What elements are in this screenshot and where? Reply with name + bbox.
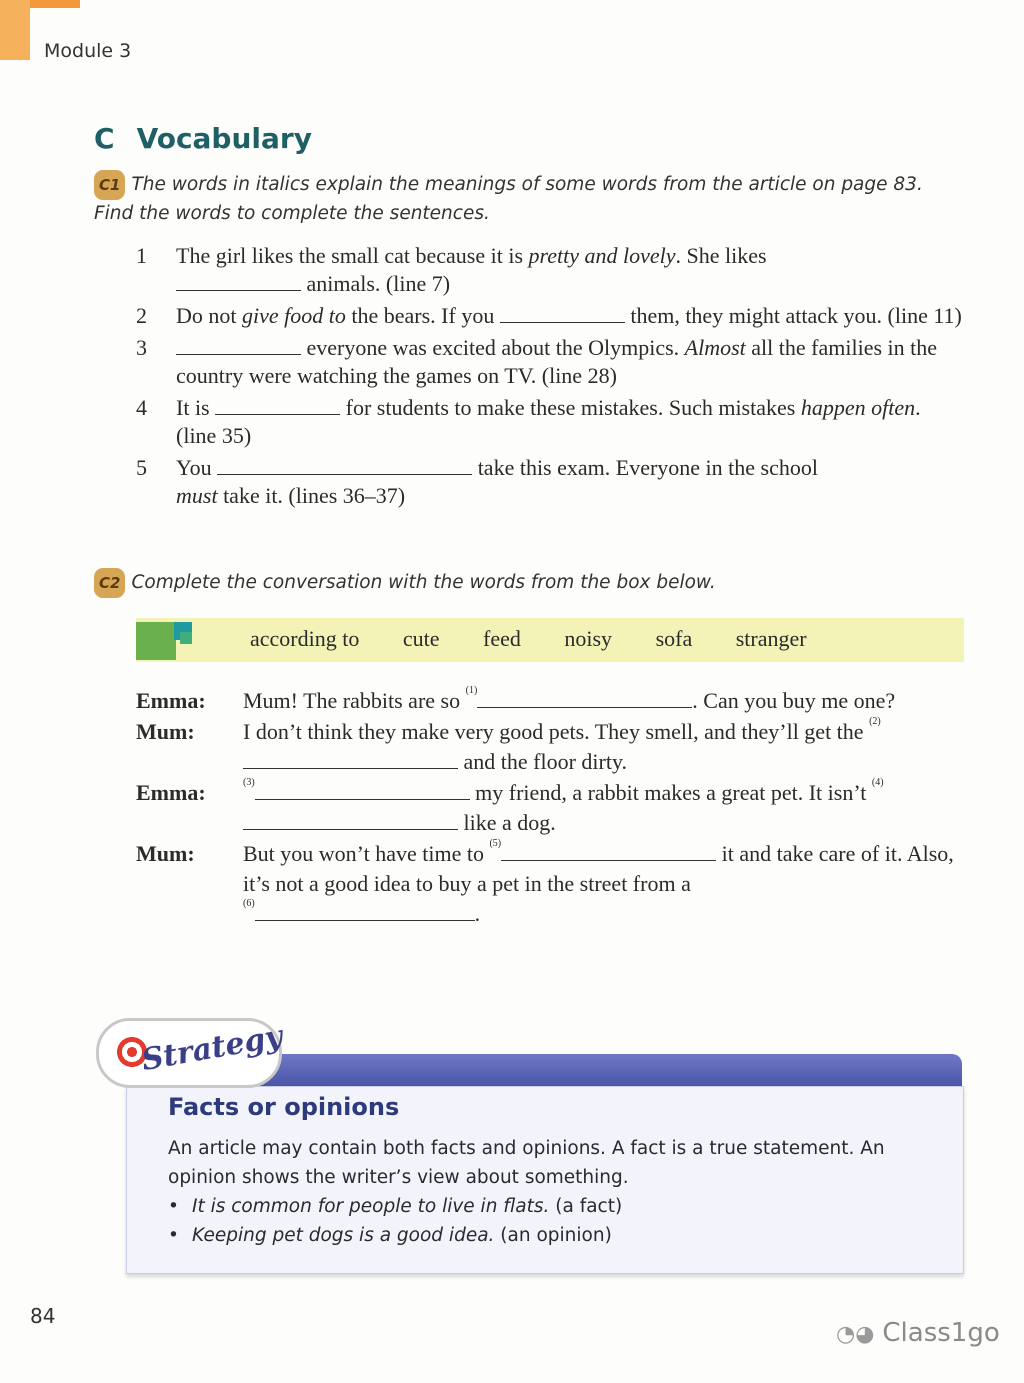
item-number: 4 [136, 395, 147, 420]
strategy-bullet [168, 1196, 622, 1217]
word-option: cute [402, 626, 440, 651]
dialogue-text: Mum! The rabbits are so [243, 688, 466, 713]
dialogue-text: I don’t think they make very good pets. They smell, and they’ll get the [243, 719, 870, 744]
blank-number: (2) [869, 716, 881, 727]
item-text: take it. (lines 36–37) [217, 483, 406, 508]
module-label: Module 3 [44, 40, 132, 62]
speaker: Emma: [136, 688, 206, 713]
word-option: stranger [735, 626, 807, 651]
item-text: The girl likes the small cat because it is [176, 243, 529, 268]
answer-blank[interactable] [500, 304, 625, 323]
strategy-logo [96, 1018, 286, 1088]
c1-item-2 [136, 302, 966, 330]
item-text: animals. (line 7) [301, 271, 451, 296]
dialogue-turn [136, 717, 966, 777]
dialogue-text: . [474, 901, 481, 926]
answer-blank[interactable] [243, 811, 458, 830]
blank-number: (5) [489, 838, 502, 849]
answer-blank[interactable] [477, 689, 692, 708]
dialogue-turn [136, 839, 966, 929]
word-option: according to [250, 626, 360, 651]
dialogue-text: like a dog. [458, 810, 556, 835]
c1-exercise-list [136, 242, 966, 514]
item-text: them, they might attack you. (line 11) [624, 303, 962, 328]
item-number: 3 [136, 335, 147, 360]
item-text: everyone was excited about the Olympics. [301, 335, 685, 360]
c1-instruction-text: The words in italics explain the meanings of some words from the article on page 83. Find the words to complete the sentences. [94, 174, 923, 224]
bullet-text: (a fact) [549, 1196, 623, 1217]
speaker: Mum: [136, 719, 195, 744]
item-text: You [176, 455, 218, 480]
c1-instruction [94, 170, 964, 228]
c1-item-3 [136, 334, 966, 390]
item-italic: happen often [800, 395, 916, 420]
dialogue-text: my friend, a rabbit makes a great pet. It isn’t [469, 780, 872, 805]
dialogue-text: But you won’t have time to [243, 841, 490, 866]
c2-instruction [94, 568, 964, 598]
blank-number: (3) [243, 777, 255, 788]
speaker: Mum: [136, 841, 195, 866]
answer-blank[interactable] [255, 781, 470, 800]
speaker: Emma: [136, 780, 206, 805]
item-text: take this exam. Everyone in the school [472, 455, 818, 480]
blank-number: (6) [243, 898, 255, 909]
section-title [94, 122, 312, 155]
word-option: sofa [655, 626, 693, 651]
strategy-heading: Facts or opinions [168, 1093, 400, 1121]
section-title-text: Vocabulary [136, 122, 312, 155]
strategy-logo-text: Strategy [139, 1018, 286, 1079]
answer-blank[interactable] [243, 750, 458, 769]
box-decoration-icon [136, 622, 176, 660]
answer-blank[interactable] [215, 396, 340, 415]
answer-blank[interactable] [176, 336, 301, 355]
dialogue-turn [136, 778, 966, 838]
bullet-italic: It is common for people to live in flats. [192, 1196, 550, 1217]
item-italic: pretty and lovely [528, 243, 676, 268]
page-number: 84 [30, 1304, 56, 1328]
dialogue-turn [136, 686, 966, 716]
dialogue-text: and the floor dirty. [458, 749, 628, 774]
answer-blank[interactable] [217, 456, 472, 475]
item-text: It is [176, 395, 216, 420]
section-letter: C [94, 122, 115, 155]
answer-blank[interactable] [501, 842, 716, 861]
bullet-text: (an opinion) [494, 1225, 612, 1246]
item-italic: give food to [242, 303, 346, 328]
answer-blank[interactable] [176, 272, 301, 291]
word-option: noisy [564, 626, 613, 651]
c1-badge: C1 [94, 170, 125, 200]
item-text: all the families in the country were watching the games on TV. (line 28) [176, 335, 938, 388]
word-option: feed [483, 626, 521, 651]
item-number: 1 [136, 243, 147, 268]
dialogue-text: it and take care of it. Also, it’s not a good idea to buy a pet in the street from a [243, 841, 954, 896]
watermark [836, 1318, 1000, 1348]
item-number: 5 [136, 455, 147, 480]
box-decoration-icon [180, 632, 192, 644]
item-italic: must [176, 483, 218, 508]
bullet-italic: Keeping pet dogs is a good idea. [192, 1225, 495, 1246]
dialogue-text: . Can you buy me one? [692, 688, 896, 713]
word-list [250, 626, 845, 652]
blank-number: (1) [465, 685, 478, 696]
answer-blank[interactable] [255, 902, 475, 921]
c1-item-5 [136, 454, 966, 510]
word-box [136, 618, 964, 662]
c2-instruction-text: Complete the conversation with the words from the box below. [131, 572, 716, 593]
item-text: . (line 35) [176, 395, 921, 448]
item-text: the bears. If you [345, 303, 500, 328]
strategy-body: An article may contain both facts and opinions. A fact is a true statement. An opinion shows the writer’s view about something. [168, 1138, 885, 1188]
strategy-bullet [168, 1225, 612, 1246]
conversation [136, 686, 966, 930]
item-number: 2 [136, 303, 147, 328]
item-italic: Almost [684, 335, 746, 360]
item-text: . She likes [675, 243, 767, 268]
item-text: for students to make these mistakes. Such mistakes [340, 395, 801, 420]
c2-badge: C2 [94, 568, 125, 598]
strategy-box [96, 1018, 966, 1268]
watermark-text: Class1go [882, 1318, 1000, 1348]
wechat-icon: ◔◕ [836, 1322, 875, 1347]
bullet-icon: • [168, 1196, 179, 1217]
item-text: Do not [176, 303, 242, 328]
c1-item-1 [136, 242, 966, 298]
blank-number: (4) [871, 777, 884, 788]
c1-item-4 [136, 394, 966, 450]
bullet-icon: • [168, 1225, 179, 1246]
